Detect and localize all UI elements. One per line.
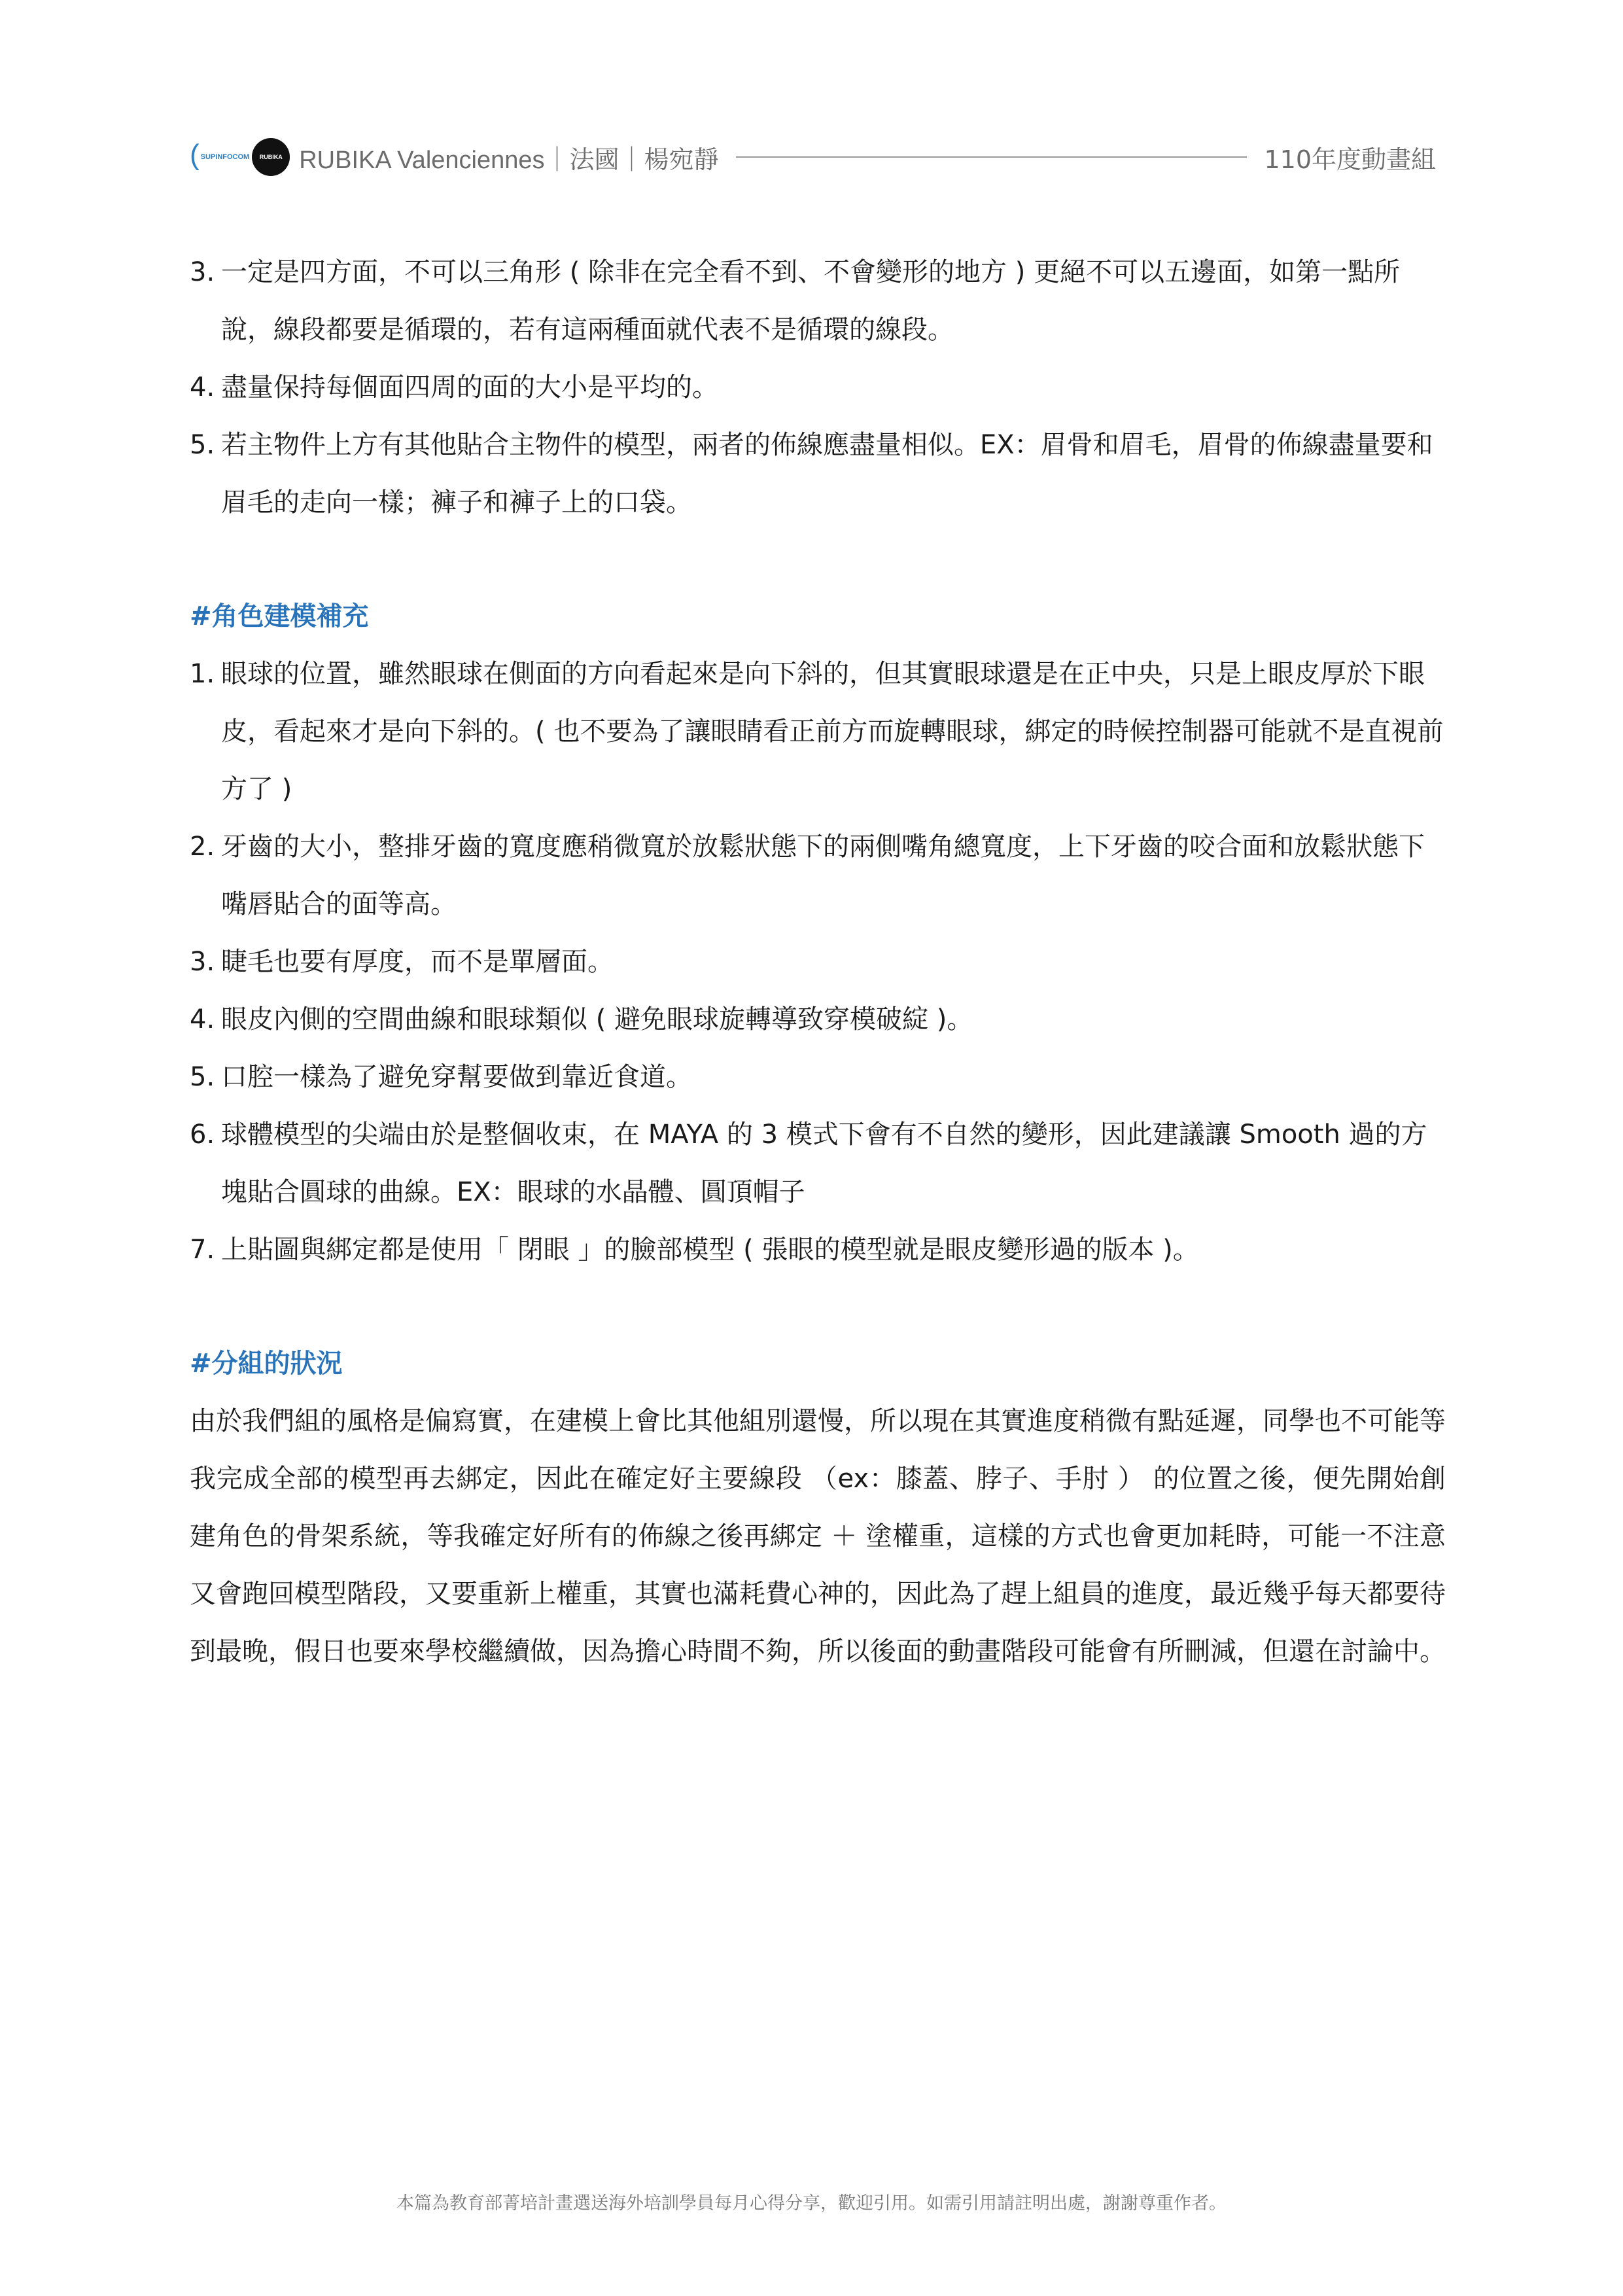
group-status-paragraph: 由於我們組的風格是偏寫實，在建模上會比其他組別還慢，所以現在其實進度稍微有點延遲，同學也不可能等我完成全部的模型再去綁定，因此在確定好主要線段 （ex：膝蓋、脖子、手肘 ） 的位置之後，便先開始創建角色的骨架系統，等我確定好所有的佈線之後再綁定 ＋ 塗權重，這樣的方式也會更加耗時，可能一不注意又會跑回模型階段，又要重新上權重，其實也滿耗費心神的，因此為了趕上組員的進度，最近幾乎每天都要待到最晚，假日也要來學校繼續做，因為擔心時間不夠，所以後面的動畫階段可能會有所刪減，但還在討論中。 (190, 1406, 1446, 1667)
list-number: 3. (190, 947, 215, 977)
list-number: 2. (190, 832, 215, 862)
list-text: 口腔一樣為了避免穿幫要做到靠近食道。 (221, 1062, 692, 1092)
section-title-group-status: #分組的狀況 (190, 1349, 343, 1379)
list-item (190, 243, 1446, 359)
list-item (190, 1221, 1446, 1279)
list-text: 盡量保持每個面四周的面的大小是平均的。 (221, 372, 718, 402)
section-title-character-modeling: #角色建模補充 (190, 601, 369, 631)
list-number: 7. (190, 1235, 215, 1265)
list-number: 3. (190, 257, 215, 287)
header-title: RUBIKA Valenciennes｜法國｜楊宛靜 (299, 146, 719, 174)
list-item (190, 416, 1446, 531)
list-text: 眼皮內側的空間曲線和眼球類似 ( 避免眼球旋轉導致穿模破綻 )。 (221, 1004, 973, 1034)
list-item (190, 1048, 1446, 1106)
logo-bracket-icon: ( (190, 139, 200, 171)
list-text: 牙齒的大小，整排牙齒的寬度應稍微寬於放鬆狀態下的兩側嘴角總寬度，上下牙齒的咬合面和放鬆狀態下嘴唇貼合的面等高。 (221, 832, 1425, 919)
character-modeling-list (190, 645, 1446, 1279)
top-list (190, 243, 1446, 531)
document-body (190, 243, 1446, 1680)
list-text: 一定是四方面，不可以三角形 ( 除非在完全看不到、不會變形的地方 ) 更絕不可以五邊面，如第一點所說，線段都要是循環的，若有這兩種面就代表不是循環的線段。 (221, 257, 1401, 345)
list-item (190, 991, 1446, 1048)
list-item (190, 645, 1446, 818)
list-number: 5. (190, 1062, 215, 1092)
list-item (190, 359, 1446, 416)
list-text: 睫毛也要有厚度，而不是單層面。 (221, 947, 614, 977)
list-item (190, 933, 1446, 991)
supinfocom-logo-text: SUPINFOCOM (200, 153, 250, 161)
rubika-logo-text: RUBIKA (259, 154, 283, 160)
list-item (190, 818, 1446, 933)
page-header (190, 134, 1436, 180)
header-divider (736, 156, 1248, 158)
list-text: 若主物件上方有其他貼合主物件的模型，兩者的佈線應盡量相似。EX：眉骨和眉毛，眉骨的佈線盡量要和眉毛的走向一樣；褲子和褲子上的口袋。 (221, 430, 1433, 518)
header-program: 110年度動畫組 (1264, 145, 1436, 174)
list-text: 眼球的位置，雖然眼球在側面的方向看起來是向下斜的，但其實眼球還是在正中央，只是上眼皮厚於下眼皮，看起來才是向下斜的。( 也不要為了讓眼睛看正前方而旋轉眼球，綁定的時候控制器可能就不是直視前方了 ) (221, 659, 1444, 804)
footer-note: 本篇為教育部菁培計畫選送海外培訓學員每月心得分享，歡迎引用。如需引用請註明出處，謝謝尊重作者。 (396, 2193, 1227, 2214)
list-item (190, 1106, 1446, 1221)
list-text: 上貼圖與綁定都是使用「 閉眼 」的臉部模型 ( 張眼的模型就是眼皮變形過的版本 )。 (221, 1235, 1199, 1265)
list-number: 6. (190, 1120, 215, 1150)
list-text: 球體模型的尖端由於是整個收束，在 MAYA 的 3 模式下會有不自然的變形，因此建議讓 Smooth 過的方塊貼合圓球的曲線。EX：眼球的水晶體、圓頂帽子 (221, 1120, 1427, 1207)
list-number: 5. (190, 430, 215, 460)
supinfocom-logo (190, 139, 250, 171)
list-number: 4. (190, 372, 215, 402)
rubika-logo (252, 138, 290, 176)
list-number: 1. (190, 659, 215, 689)
list-number: 4. (190, 1004, 215, 1034)
